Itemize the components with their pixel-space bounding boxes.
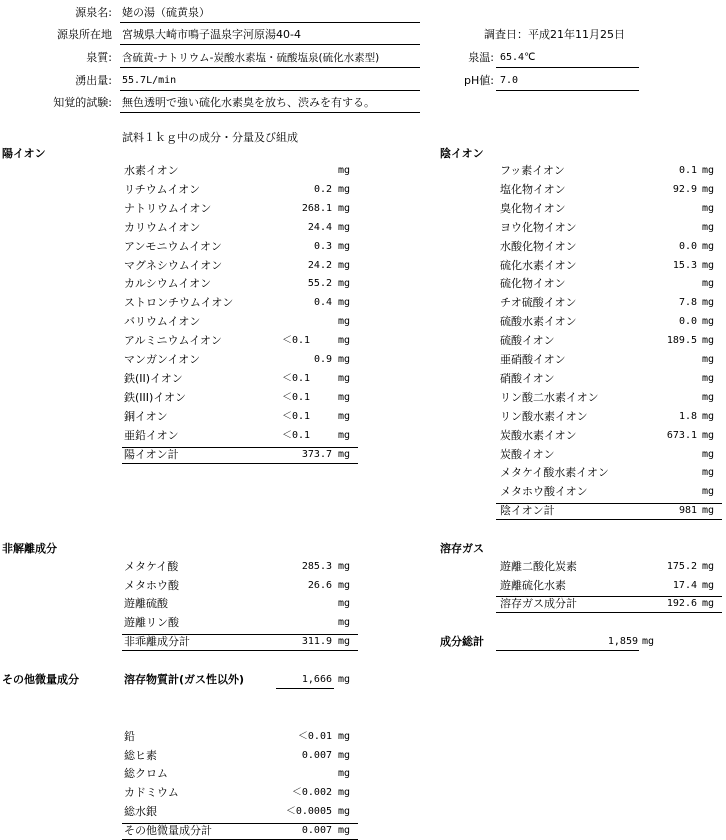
temp-label: 泉温: bbox=[468, 51, 494, 64]
grand-total-unit: mg bbox=[642, 636, 655, 647]
row-value: 0.2 bbox=[313, 183, 332, 195]
row-unit: mg bbox=[702, 448, 715, 460]
row-unit: mg bbox=[702, 183, 715, 195]
row-value: 92.9 bbox=[672, 183, 697, 195]
ph-value: 7.0 bbox=[500, 75, 519, 86]
row-unit: mg bbox=[702, 354, 715, 365]
row-unit: mg bbox=[702, 278, 715, 290]
total-label: 陽イオン計 bbox=[124, 447, 179, 461]
location-label: 源泉所在地 bbox=[57, 28, 112, 41]
row-unit: mg bbox=[702, 410, 715, 422]
total-label: 非乖離成分計 bbox=[124, 634, 190, 648]
total-label: 溶存ガス成分計 bbox=[500, 597, 577, 611]
row-name: 亜硝酸イオン bbox=[500, 353, 566, 366]
row-name: メタホウ酸イオン bbox=[500, 485, 588, 499]
rule bbox=[120, 44, 420, 45]
row-name: リン酸二水素イオン bbox=[500, 390, 599, 404]
total-value: 0.007 bbox=[301, 824, 332, 836]
quality-label: 泉質: bbox=[86, 51, 112, 64]
row-unit: mg bbox=[702, 259, 715, 271]
row-name: バリウムイオン bbox=[124, 315, 201, 329]
rule bbox=[122, 823, 358, 824]
row-name: ヨウ化物イオン bbox=[500, 220, 577, 234]
row-name: カドミウム bbox=[124, 786, 179, 800]
source-name-label: 源泉名: bbox=[75, 6, 112, 19]
row-name: 総クロム bbox=[124, 767, 168, 781]
row-value: 175.2 bbox=[666, 561, 697, 572]
row-unit: mg bbox=[338, 165, 351, 176]
row-name: 亜鉛イオン bbox=[124, 428, 179, 442]
gases-heading: 溶存ガス bbox=[440, 542, 484, 555]
spring-quality: 含硫黄-ナトリウム-炭酸水素塩・硫酸塩泉(硫化水素型) bbox=[122, 52, 380, 64]
sensory-test: 無色透明で強い硫化水素臭を放ち、渋みを有する。 bbox=[122, 96, 375, 109]
nonionized-heading: 非解離成分 bbox=[2, 542, 57, 555]
row-value: 24.2 bbox=[307, 259, 332, 271]
flow-rate: 55.7L/min bbox=[122, 75, 177, 86]
row-value: 285.3 bbox=[301, 561, 332, 572]
total-unit: mg bbox=[338, 824, 351, 836]
row-unit: mg bbox=[338, 391, 351, 403]
row-name: 鉄(II)イオン bbox=[124, 371, 183, 385]
row-value-lt: ＜0.1 bbox=[282, 372, 311, 384]
dissolved-total-unit: mg bbox=[338, 674, 351, 685]
location: 宮城県大崎市鳴子温泉字河原湯40-4 bbox=[122, 28, 301, 41]
row-value: 15.3 bbox=[672, 259, 697, 271]
rule bbox=[122, 447, 358, 448]
row-value: 0.4 bbox=[313, 297, 332, 309]
row-name: 遊離硫酸 bbox=[124, 597, 168, 611]
row-unit: mg bbox=[338, 805, 351, 817]
total-value: 373.7 bbox=[301, 448, 332, 460]
row-unit: mg bbox=[338, 749, 351, 761]
row-unit: mg bbox=[702, 297, 715, 309]
rule bbox=[276, 688, 334, 689]
ph-label: pH値: bbox=[464, 74, 494, 87]
rule bbox=[122, 839, 358, 840]
total-unit: mg bbox=[702, 598, 715, 610]
row-name: アンモニウムイオン bbox=[124, 239, 222, 253]
rule bbox=[496, 90, 639, 91]
row-name: 硫酸水素イオン bbox=[500, 315, 577, 329]
row-name: メタケイ酸水素イオン bbox=[500, 466, 609, 480]
row-name: フッ素イオン bbox=[500, 164, 565, 177]
trace-heading: その他微量成分 bbox=[2, 673, 79, 686]
row-unit: mg bbox=[338, 202, 351, 214]
row-name: ナトリウムイオン bbox=[124, 201, 212, 215]
row-unit: mg bbox=[702, 240, 715, 252]
row-unit: mg bbox=[702, 486, 715, 498]
row-unit: mg bbox=[702, 165, 715, 176]
flow-label: 湧出量: bbox=[75, 74, 112, 87]
cations-heading: 陽イオン bbox=[2, 147, 46, 160]
row-name: マンガンイオン bbox=[124, 353, 201, 366]
row-value: 189.5 bbox=[666, 335, 697, 347]
row-unit: mg bbox=[702, 579, 715, 591]
row-unit: mg bbox=[338, 335, 351, 347]
total-unit: mg bbox=[338, 635, 351, 647]
rule bbox=[496, 503, 722, 504]
row-value: 24.4 bbox=[307, 221, 332, 233]
row-name: リン酸水素イオン bbox=[500, 409, 588, 423]
row-name: 遊離二酸化炭素 bbox=[500, 560, 577, 573]
row-unit: mg bbox=[338, 259, 351, 271]
rule bbox=[122, 650, 358, 651]
row-unit: mg bbox=[338, 561, 351, 572]
temperature: 65.4℃ bbox=[500, 52, 536, 63]
row-value: 0.1 bbox=[678, 165, 697, 176]
row-name: 硫化水素イオン bbox=[500, 258, 577, 272]
row-name: 鉛 bbox=[124, 730, 135, 743]
total-unit: mg bbox=[338, 448, 351, 460]
row-unit: mg bbox=[702, 316, 715, 328]
dissolved-total-label: 溶存物質計(ガス性以外) bbox=[124, 673, 245, 686]
row-value: ＜0.0005 bbox=[285, 805, 332, 817]
survey-date: 調査日：平成21年11月25日 bbox=[484, 28, 625, 41]
rule bbox=[496, 612, 722, 613]
row-value: 0.9 bbox=[313, 354, 332, 365]
row-unit: mg bbox=[702, 429, 715, 441]
row-value: 0.0 bbox=[678, 316, 697, 328]
row-unit: mg bbox=[338, 410, 351, 422]
rule bbox=[120, 90, 420, 91]
row-value: ＜0.01 bbox=[297, 731, 332, 742]
row-name: メタケイ酸 bbox=[124, 560, 179, 573]
rule bbox=[120, 22, 420, 23]
row-name: アルミニウムイオン bbox=[124, 334, 222, 348]
row-value-lt: ＜0.1 bbox=[282, 429, 311, 441]
rule bbox=[496, 596, 722, 597]
source-name: 姥の湯（硫黄泉） bbox=[122, 6, 210, 19]
row-name: 硝酸イオン bbox=[500, 371, 555, 385]
row-unit: mg bbox=[338, 617, 351, 629]
sensory-label: 知覚的試験: bbox=[53, 96, 112, 109]
row-value-lt: ＜0.1 bbox=[282, 410, 311, 422]
row-value: 55.2 bbox=[307, 278, 332, 290]
row-name: チオ硫酸イオン bbox=[500, 296, 577, 310]
row-unit: mg bbox=[702, 372, 715, 384]
rule bbox=[122, 634, 358, 635]
row-unit: mg bbox=[338, 240, 351, 252]
row-value: ＜0.002 bbox=[291, 787, 332, 799]
row-unit: mg bbox=[338, 183, 351, 195]
row-unit: mg bbox=[702, 221, 715, 233]
row-value: 7.8 bbox=[678, 297, 697, 309]
row-unit: mg bbox=[338, 316, 351, 328]
row-value-lt: ＜0.1 bbox=[282, 335, 311, 347]
total-value: 311.9 bbox=[301, 635, 332, 647]
row-unit: mg bbox=[702, 202, 715, 214]
row-name: 塩化物イオン bbox=[500, 182, 566, 196]
row-value: 0.3 bbox=[313, 240, 332, 252]
total-value: 981 bbox=[678, 505, 697, 517]
row-name: カルシウムイオン bbox=[124, 277, 212, 291]
row-name: 臭化物イオン bbox=[500, 201, 566, 215]
row-unit: mg bbox=[338, 372, 351, 384]
row-name: 炭酸イオン bbox=[500, 447, 555, 461]
row-name: 総ヒ素 bbox=[124, 748, 157, 762]
rule bbox=[120, 67, 420, 68]
total-label: 陰イオン計 bbox=[500, 504, 555, 518]
rule bbox=[496, 67, 639, 68]
row-unit: mg bbox=[702, 561, 715, 572]
row-name: 遊離リン酸 bbox=[124, 616, 179, 630]
row-unit: mg bbox=[338, 787, 351, 799]
row-name: 硫酸イオン bbox=[500, 334, 555, 348]
row-name: 硫化物イオン bbox=[500, 277, 566, 291]
total-unit: mg bbox=[702, 505, 715, 517]
row-name: 水素イオン bbox=[124, 164, 179, 177]
grand-total-value: 1,859 bbox=[607, 636, 638, 647]
row-unit: mg bbox=[702, 335, 715, 347]
row-name: リチウムイオン bbox=[124, 182, 201, 196]
sample-subtitle: 試料１ｋｇ中の成分・分量及び組成 bbox=[122, 131, 298, 144]
row-unit: mg bbox=[338, 429, 351, 441]
row-name: 水酸化物イオン bbox=[500, 239, 577, 253]
row-unit: mg bbox=[338, 579, 351, 591]
row-unit: mg bbox=[338, 354, 351, 365]
row-unit: mg bbox=[338, 221, 351, 233]
row-unit: mg bbox=[338, 297, 351, 309]
row-unit: mg bbox=[338, 768, 351, 780]
rule bbox=[496, 650, 639, 651]
row-unit: mg bbox=[338, 731, 351, 742]
row-name: ストロンチウムイオン bbox=[124, 296, 234, 310]
row-unit: mg bbox=[338, 278, 351, 290]
row-unit: mg bbox=[702, 391, 715, 403]
row-value: 268.1 bbox=[301, 202, 332, 214]
row-name: 銅イオン bbox=[124, 409, 168, 423]
dissolved-total-value: 1,666 bbox=[301, 674, 332, 685]
row-value-lt: ＜0.1 bbox=[282, 391, 311, 403]
rule bbox=[496, 519, 722, 520]
row-value: 673.1 bbox=[666, 429, 697, 441]
row-name: カリウムイオン bbox=[124, 220, 201, 234]
row-name: 炭酸水素イオン bbox=[500, 428, 577, 442]
row-unit: mg bbox=[702, 467, 715, 479]
row-value: 1.8 bbox=[678, 410, 697, 422]
row-name: 鉄(III)イオン bbox=[124, 390, 186, 404]
row-name: 総水銀 bbox=[124, 804, 157, 818]
grand-total-label: 成分総計 bbox=[440, 635, 484, 648]
anions-heading: 陰イオン bbox=[440, 147, 484, 160]
row-value: 0.007 bbox=[301, 749, 332, 761]
row-unit: mg bbox=[338, 598, 351, 610]
row-value: 17.4 bbox=[672, 579, 697, 591]
row-name: メタホウ酸 bbox=[124, 578, 179, 592]
rule bbox=[122, 463, 358, 464]
row-name: マグネシウムイオン bbox=[124, 258, 223, 272]
total-label: その他微量成分計 bbox=[124, 823, 212, 837]
row-value: 0.0 bbox=[678, 240, 697, 252]
row-value: 26.6 bbox=[307, 579, 332, 591]
total-value: 192.6 bbox=[666, 598, 697, 610]
rule bbox=[120, 112, 420, 113]
row-name: 遊離硫化水素 bbox=[500, 578, 566, 592]
